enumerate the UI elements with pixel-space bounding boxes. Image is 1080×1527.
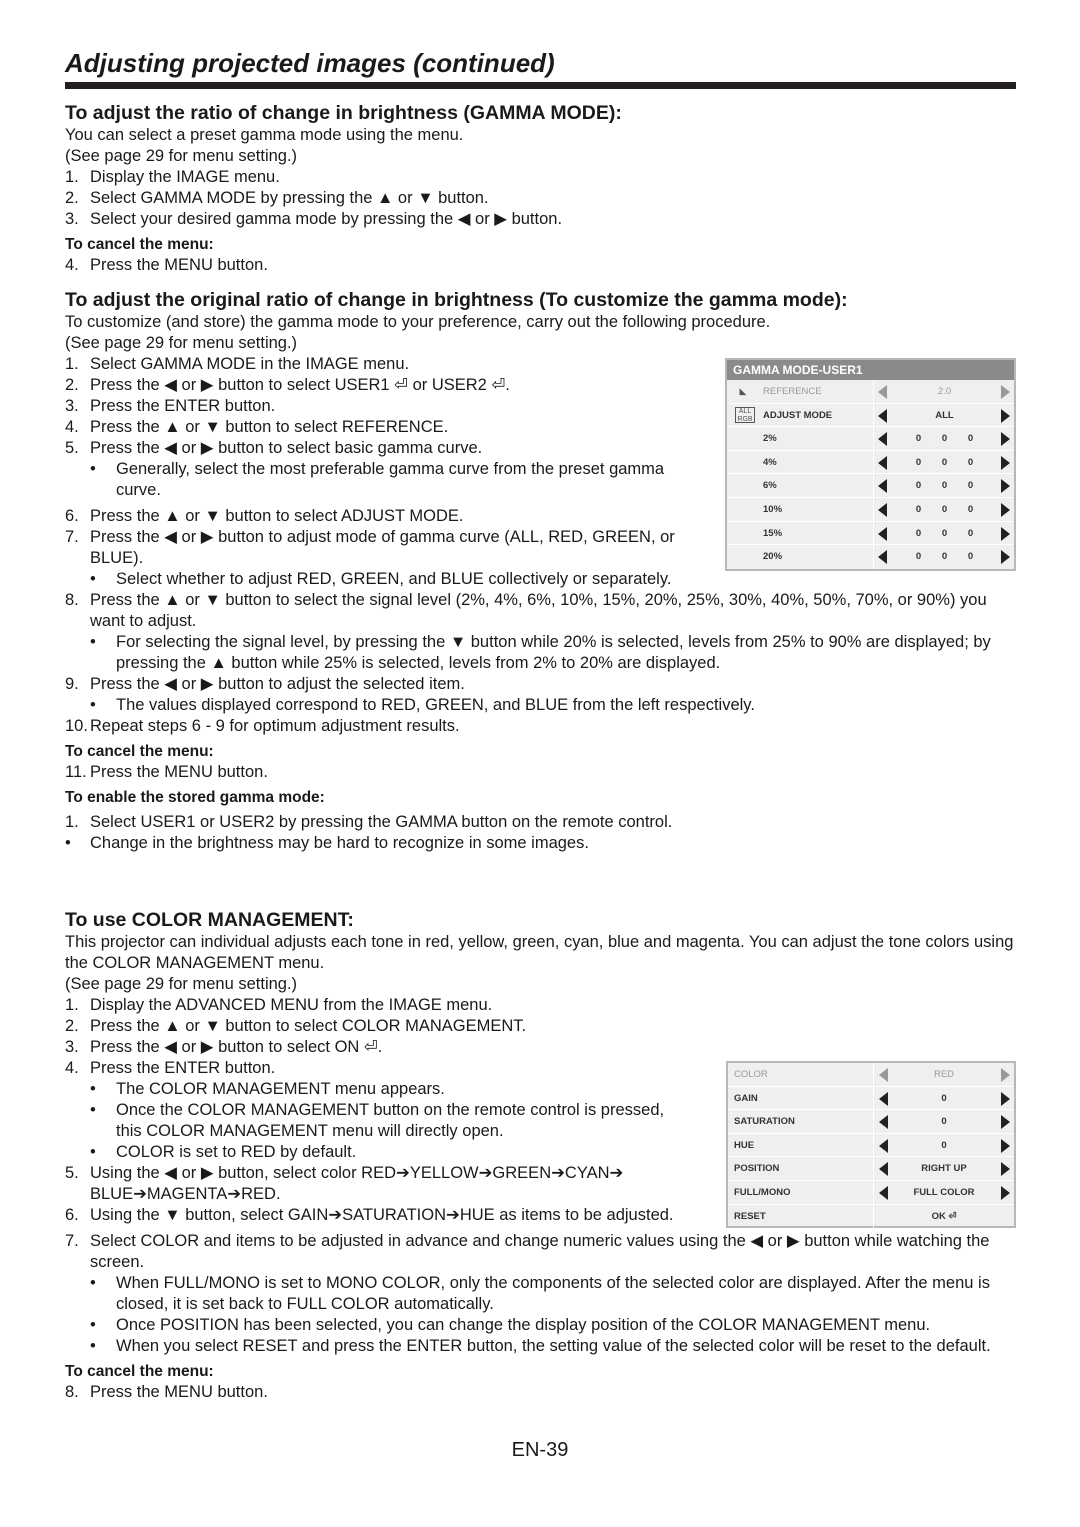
list-item	[65, 762, 1016, 783]
menu-row-saturation[interactable]	[728, 1110, 1014, 1134]
reference-icon: ◣	[739, 386, 747, 396]
menu-row-level[interactable]	[727, 545, 1014, 569]
bullet-mark: •	[90, 1316, 96, 1334]
step-text: Press the ◀ or ▶ button to adjust the selected item.	[90, 675, 465, 693]
bullet-text: When FULL/MONO is set to MONO COLOR, only the components of the selected color are displayed. After the menu is closed, it is set back to FULL COLOR automatically.	[116, 1274, 990, 1313]
adjust-mode-icon: ALL RGB	[735, 407, 755, 423]
step-number: 1.	[65, 355, 79, 373]
bullet-mark: •	[90, 1143, 96, 1161]
left-arrow-icon[interactable]	[878, 456, 887, 470]
step-text: Press the ◀ or ▶ button to select basic gamma curve.	[90, 439, 483, 457]
color-management-heading: To use COLOR MANAGEMENT:	[65, 909, 354, 931]
blue-value: 0	[967, 480, 974, 492]
divider	[873, 1205, 874, 1229]
left-arrow-icon[interactable]	[878, 503, 887, 517]
step-number: 5.	[65, 1164, 79, 1182]
paragraph: (See page 29 for menu setting.)	[65, 975, 298, 993]
bullet-text: Select whether to adjust RED, GREEN, and BLUE collectively or separately.	[116, 570, 672, 588]
red-value: 0	[915, 551, 922, 563]
red-value: 0	[915, 433, 922, 445]
left-arrow-icon[interactable]	[878, 432, 887, 446]
step-text: Press the ENTER button.	[90, 1059, 276, 1077]
bullet-text: The COLOR MANAGEMENT menu appears.	[116, 1080, 445, 1098]
step-number: 6.	[65, 507, 79, 525]
menu-row-label: POSITION	[734, 1163, 780, 1175]
list-item	[65, 188, 1016, 209]
step-number: 4.	[65, 256, 79, 274]
right-arrow-icon[interactable]	[1001, 456, 1010, 470]
step-number: 1.	[65, 813, 79, 831]
list-item	[65, 812, 1016, 833]
list-item	[65, 1016, 710, 1037]
bullet-item	[65, 459, 675, 501]
step-text: Using the ▼ button, select GAIN➔SATURATION➔HUE as items to be adjusted.	[90, 1206, 674, 1224]
bullet-text: Once POSITION has been selected, you can change the display position of the COLOR MANAGEMENT menu.	[116, 1316, 931, 1334]
green-value: 0	[941, 433, 948, 445]
menu-row-reference[interactable]	[727, 380, 1014, 404]
menu-row-label: REFERENCE	[763, 386, 822, 397]
step-number: 8.	[65, 591, 79, 609]
menu-row-values	[887, 451, 1002, 474]
bullet-text: Once the COLOR MANAGEMENT button on the remote control is pressed, this COLOR MANAGEMENT menu will directly open.	[116, 1101, 665, 1140]
list-item	[65, 995, 690, 1016]
menu-row-position[interactable]	[728, 1157, 1014, 1181]
menu-row-label: 15%	[763, 527, 783, 539]
menu-row-value: 0	[941, 1092, 947, 1104]
step-number: 7.	[65, 1232, 79, 1250]
blue-value: 0	[967, 456, 974, 468]
divider	[873, 1110, 874, 1133]
menu-row-values	[887, 427, 1002, 450]
menu-row-level[interactable]	[727, 451, 1014, 475]
menu-row-adjust-mode[interactable]	[727, 404, 1014, 428]
step-text: Using the ◀ or ▶ button, select color RED➔YELLOW➔GREEN➔CYAN➔ BLUE➔MAGENTA➔RED.	[90, 1164, 624, 1203]
step-text: Press the ▲ or ▼ button to select REFERENCE.	[90, 418, 449, 436]
divider	[873, 1087, 874, 1110]
divider	[873, 1063, 874, 1086]
right-arrow-icon[interactable]	[1001, 432, 1010, 446]
bullet-mark: •	[90, 1101, 96, 1119]
menu-row-value: RED	[933, 1069, 955, 1080]
list-item	[65, 396, 675, 417]
bullet-mark: •	[65, 834, 71, 852]
blue-value: 0	[967, 551, 974, 563]
menu-row-label: 6%	[763, 480, 777, 492]
bullet-mark: •	[90, 1337, 96, 1355]
divider	[873, 427, 874, 450]
step-number: 2.	[65, 376, 79, 394]
list-item	[65, 1231, 1016, 1273]
menu-row-label: RESET	[734, 1210, 766, 1222]
list-item	[65, 590, 1016, 632]
step-text: Select COLOR and items to be adjusted in advance and change numeric values using the ◀ or ▶ button while watching the screen.	[90, 1232, 990, 1271]
green-value: 0	[941, 527, 948, 539]
subheading: To enable the stored gamma mode:	[65, 789, 325, 806]
menu-row-value: 0	[941, 1139, 947, 1151]
blue-value: 0	[967, 503, 974, 515]
menu-row-level[interactable]	[727, 498, 1014, 522]
step-text: Press the MENU button.	[90, 256, 268, 274]
menu-row-value: 2.0	[937, 386, 952, 397]
right-arrow-icon[interactable]	[1001, 1068, 1010, 1082]
menu-row-level[interactable]	[727, 427, 1014, 451]
step-text: Press the ◀ or ▶ button to select USER1 ⏎ or USER2 ⏎.	[90, 376, 510, 394]
step-text: Display the ADVANCED MENU from the IMAGE menu.	[90, 996, 493, 1014]
color-management-menu	[726, 1061, 1016, 1228]
step-number: 10.	[65, 717, 88, 735]
step-number: 7.	[65, 528, 79, 546]
list-item	[65, 209, 1016, 230]
menu-row-level[interactable]	[727, 474, 1014, 498]
menu-row-values	[887, 498, 1002, 521]
step-number: 1.	[65, 168, 79, 186]
subheading: To cancel the menu:	[65, 743, 214, 760]
left-arrow-icon[interactable]	[878, 385, 887, 399]
divider	[873, 498, 874, 521]
menu-row-value: ALL	[935, 409, 954, 421]
step-text: Press the ◀ or ▶ button to adjust mode of gamma curve (ALL, RED, GREEN, or BLUE).	[90, 528, 675, 567]
step-number: 8.	[65, 1383, 79, 1401]
right-arrow-icon[interactable]	[1001, 1186, 1010, 1200]
step-number: 2.	[65, 189, 79, 207]
right-arrow-icon[interactable]	[1001, 1092, 1010, 1106]
bullet-text: The values displayed correspond to RED, GREEN, and BLUE from the left respectively.	[116, 696, 755, 714]
bullet-mark: •	[90, 696, 96, 714]
red-value: 0	[915, 456, 922, 468]
bullet-text: Generally, select the most preferable gamma curve from the preset gamma curve.	[116, 460, 665, 499]
bullet-mark: •	[90, 1080, 96, 1098]
bullet-mark: •	[90, 1274, 96, 1292]
step-text: Select GAMMA MODE in the IMAGE menu.	[90, 355, 410, 373]
red-value: 0	[915, 480, 922, 492]
step-number: 5.	[65, 439, 79, 457]
menu-row-label: SATURATION	[734, 1116, 795, 1128]
list-item	[65, 1037, 690, 1058]
gamma-mode-section	[65, 101, 1016, 276]
step-text: Select GAMMA MODE by pressing the ▲ or ▼ button.	[90, 189, 489, 207]
right-arrow-icon[interactable]	[1001, 385, 1010, 399]
step-text: Press the MENU button.	[90, 1383, 268, 1401]
list-item	[65, 527, 675, 569]
menu-title: GAMMA MODE-USER1	[727, 360, 1014, 380]
divider	[873, 1181, 874, 1204]
red-value: 0	[915, 527, 922, 539]
green-value: 0	[941, 503, 948, 515]
bullet-item	[65, 695, 1016, 716]
list-item	[65, 1382, 1016, 1403]
step-text: Select your desired gamma mode by pressing the ◀ or ▶ button.	[90, 210, 563, 228]
green-value: 0	[941, 456, 948, 468]
list-item	[65, 375, 675, 396]
right-arrow-icon[interactable]	[1001, 1162, 1010, 1176]
paragraph: You can select a preset gamma mode using the menu.	[65, 126, 464, 144]
list-item	[65, 438, 675, 459]
gamma-mode-heading: To adjust the ratio of change in brightness (GAMMA MODE):	[65, 102, 622, 124]
step-number: 6.	[65, 1206, 79, 1224]
bullet-text: COLOR is set to RED by default.	[116, 1143, 357, 1161]
page-title: Adjusting projected images (continued)	[65, 48, 555, 78]
bullet-text: Change in the brightness may be hard to recognize in some images.	[90, 834, 589, 852]
step-text: Display the IMAGE menu.	[90, 168, 280, 186]
menu-row-hue[interactable]	[728, 1134, 1014, 1158]
bullet-item	[65, 1336, 1016, 1357]
step-number: 3.	[65, 397, 79, 415]
right-arrow-icon[interactable]	[1001, 1139, 1010, 1153]
paragraph: (See page 29 for menu setting.)	[65, 334, 298, 352]
menu-row-label: COLOR	[734, 1069, 768, 1080]
divider	[873, 545, 874, 569]
paragraph: To customize (and store) the gamma mode to your preference, carry out the following procedure.	[65, 313, 771, 331]
right-arrow-icon[interactable]	[1001, 479, 1010, 493]
list-item	[65, 354, 675, 375]
narrow-column	[65, 995, 690, 1226]
divider	[873, 1157, 874, 1180]
menu-row-value: 0	[941, 1116, 947, 1128]
subheading: To cancel the menu:	[65, 1363, 214, 1380]
step-text: Press the ◀ or ▶ button to select ON ⏎.	[90, 1038, 383, 1056]
menu-row-label: 20%	[763, 551, 783, 563]
step-text: Repeat steps 6 - 9 for optimum adjustment results.	[90, 717, 460, 735]
list-item	[65, 417, 675, 438]
customize-heading: To adjust the original ratio of change in brightness (To customize the gamma mode):	[65, 289, 848, 311]
gamma-mode-menu	[725, 358, 1016, 571]
green-value: 0	[941, 551, 948, 563]
menu-row-label: 2%	[763, 433, 777, 445]
step-number: 4.	[65, 1059, 79, 1077]
list-item	[65, 167, 1016, 188]
list-item	[65, 506, 675, 527]
menu-row-full-mono[interactable]	[728, 1181, 1014, 1205]
step-text: Press the ▲ or ▼ button to select the signal level (2%, 4%, 6%, 10%, 15%, 20%, 25%, 30%, 40%, 50%, 70%, or 90%) you want to adjust.	[90, 591, 987, 630]
divider	[873, 380, 874, 403]
left-arrow-icon[interactable]	[878, 550, 887, 564]
bullet-item	[65, 1142, 690, 1163]
blue-value: 0	[967, 433, 974, 445]
menu-row-value: FULL COLOR	[913, 1186, 975, 1198]
menu-row-label: 10%	[763, 503, 783, 515]
list-item	[65, 674, 1016, 695]
paragraph: (See page 29 for menu setting.)	[65, 147, 298, 165]
menu-row-label: 4%	[763, 456, 777, 468]
list-item	[65, 1163, 690, 1205]
menu-row-color[interactable]	[728, 1063, 1014, 1087]
step-number: 9.	[65, 675, 79, 693]
right-arrow-icon[interactable]	[1001, 1115, 1010, 1129]
right-arrow-icon[interactable]	[1001, 503, 1010, 517]
menu-row-reset[interactable]	[728, 1205, 1014, 1229]
step-number: 11.	[65, 763, 87, 781]
bullet-item	[65, 1079, 690, 1100]
step-number: 2.	[65, 1017, 79, 1035]
menu-row-value: RIGHT UP	[921, 1163, 967, 1175]
step-number: 1.	[65, 996, 79, 1014]
bullet-mark: •	[90, 633, 96, 651]
divider	[873, 522, 874, 545]
left-arrow-icon[interactable]	[878, 479, 887, 493]
divider	[873, 1134, 874, 1157]
bullet-item	[65, 1100, 676, 1142]
bullet-item	[65, 569, 676, 590]
title-rule	[65, 82, 1016, 89]
divider	[873, 474, 874, 497]
step-text: Press the ▲ or ▼ button to select COLOR MANAGEMENT.	[90, 1017, 527, 1035]
menu-row-label: FULL/MONO	[734, 1186, 791, 1198]
blue-value: 0	[967, 527, 974, 539]
list-item	[65, 833, 1016, 854]
bullet-mark: •	[90, 460, 96, 478]
left-arrow-icon[interactable]	[878, 527, 887, 541]
subheading: To cancel the menu:	[65, 236, 214, 253]
menu-row-level[interactable]	[727, 522, 1014, 546]
paragraph: This projector can individual adjusts each tone in red, yellow, green, cyan, blue and magenta. You can adjust the tone colors using the COLOR MANAGEMENT menu.	[65, 933, 1014, 972]
menu-row-value: OK ⏎	[931, 1210, 957, 1222]
right-arrow-icon[interactable]	[1001, 409, 1010, 423]
step-number: 4.	[65, 418, 79, 436]
divider	[873, 404, 874, 427]
step-number: 3.	[65, 1038, 79, 1056]
menu-row-values	[887, 522, 1002, 545]
divider	[873, 451, 874, 474]
right-arrow-icon[interactable]	[1001, 550, 1010, 564]
menu-row-values	[887, 474, 1002, 497]
menu-row-gain[interactable]	[728, 1087, 1014, 1111]
list-item	[65, 716, 1016, 737]
step-text: Press the ▲ or ▼ button to select ADJUST MODE.	[90, 507, 464, 525]
bullet-mark: •	[90, 570, 96, 588]
bullet-text: When you select RESET and press the ENTER button, the setting value of the selected color will be reset to the default.	[116, 1337, 991, 1355]
menu-row-label: HUE	[734, 1139, 755, 1151]
green-value: 0	[941, 480, 948, 492]
menu-row-values	[887, 545, 1002, 568]
menu-row-label: ADJUST MODE	[763, 409, 833, 421]
narrow-column	[65, 354, 675, 590]
step-text: Press the MENU button.	[90, 763, 268, 781]
list-item	[65, 1205, 690, 1226]
bullet-text: For selecting the signal level, by pressing the ▼ button while 20% is selected, levels from 25% to 90% are displayed; by pressing the ▲ button while 25% is selected, levels from 2% to 20% are displayed.	[116, 633, 991, 672]
bullet-item	[65, 1273, 1016, 1315]
left-arrow-icon[interactable]	[878, 409, 887, 423]
step-text: Press the ENTER button.	[90, 397, 276, 415]
list-item	[65, 255, 1016, 276]
menu-row-label: GAIN	[734, 1092, 758, 1104]
bullet-item	[65, 632, 1016, 674]
step-number: 3.	[65, 210, 79, 228]
right-arrow-icon[interactable]	[1001, 527, 1010, 541]
page-number: EN-39	[511, 1439, 569, 1461]
red-value: 0	[915, 503, 922, 515]
list-item	[65, 1058, 690, 1079]
step-text: Select USER1 or USER2 by pressing the GAMMA button on the remote control.	[90, 813, 673, 831]
bullet-item	[65, 1315, 1016, 1336]
